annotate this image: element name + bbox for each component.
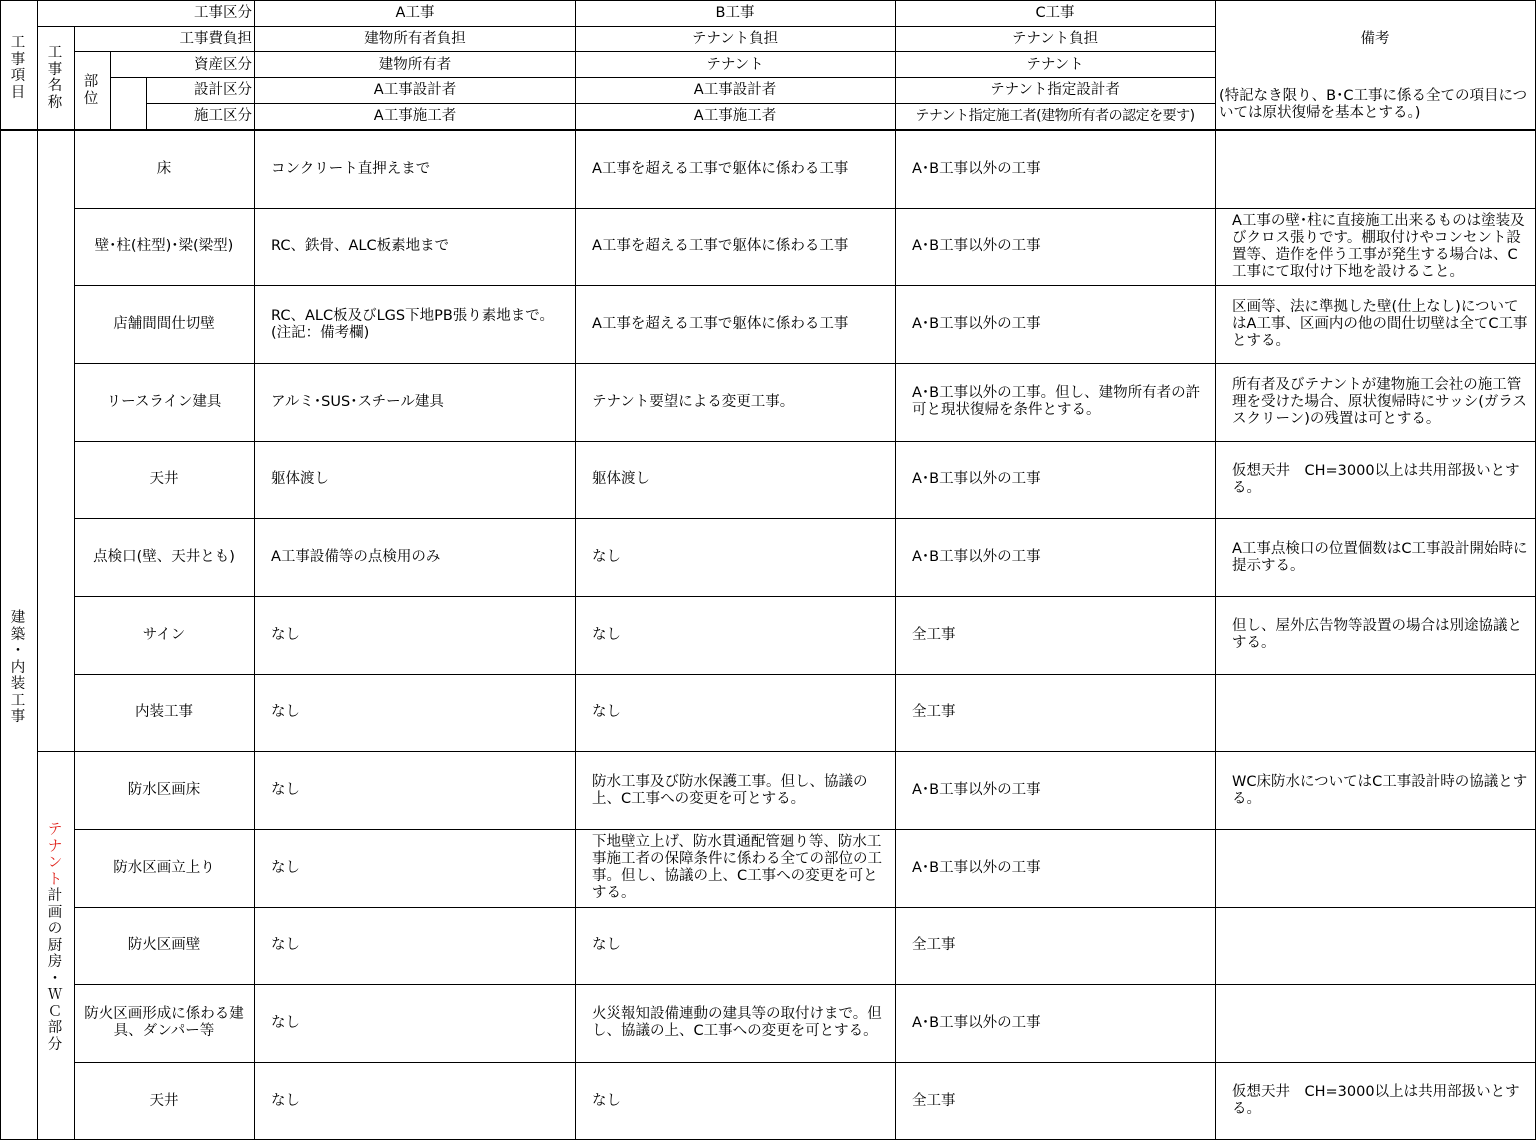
row-5-a-cell	[255, 442, 575, 519]
row-4-item-text: リースライン建具	[106, 393, 222, 410]
row-5-item-cell	[74, 442, 254, 519]
row-7-b-text: なし	[592, 626, 621, 643]
row-7-item-text: サイン	[142, 626, 186, 643]
row-1-c-text: A･B工事以外の工事	[912, 160, 1041, 177]
row-2-note-cell	[1216, 209, 1534, 286]
row-11-b-text: なし	[592, 937, 621, 954]
row-12-b-text: 火災報知設備連動の建具等の取付けまで。但し、協議の上、C工事への変更を可とする。	[592, 1006, 882, 1040]
row-5-note-cell	[1216, 442, 1534, 519]
row-12-a-text: なし	[271, 1014, 300, 1031]
row-9-a-text: なし	[271, 782, 300, 798]
label-koji-hi-futan: 工事費負担	[179, 31, 252, 47]
row-13-note-cell	[1216, 1063, 1534, 1140]
row-12-note-cell	[1216, 985, 1534, 1062]
row-2-b-cell	[575, 209, 895, 286]
row-8-item-text: 内装工事	[135, 704, 193, 721]
row-6-note-cell	[1216, 519, 1534, 596]
row-9-item-text: 防水区画床	[127, 782, 201, 798]
row-2-a-text: RC、鉄骨、ALC板素地まで	[271, 238, 450, 255]
row-5-a-text: 躯体渡し	[271, 471, 329, 488]
row-10-b-text: 下地壁立上げ、防水貫通配管廻り等、防水工事施工者の保障条件に係わる全ての部位の工事。但し、協議の上、C工事への変更を可とする。	[592, 834, 882, 902]
row-4-c-text: A･B工事以外の工事。但し、建物所有者の許可と現状復帰を条件とする。	[912, 385, 1201, 419]
grid-line	[0, 0, 1536, 1]
row-9-b-cell	[575, 752, 895, 829]
grid-line	[110, 77, 895, 78]
row-13-item-text: 天井	[149, 1092, 179, 1109]
row-8-b-text: なし	[592, 704, 621, 721]
row-13-c-text: 全工事	[912, 1092, 956, 1109]
row-5-b-cell	[575, 442, 895, 519]
row-6-b-text: なし	[592, 549, 621, 566]
row-9-c-text: A･B工事以外の工事	[912, 782, 1041, 798]
row-3-note-text: 区画等、法に準拠した壁(仕上なし)についてはA工事、区画内の他の間仕切壁は全てC工事とする。	[1232, 299, 1528, 350]
row-10-a-cell	[255, 830, 575, 907]
row-12-b-cell	[575, 985, 895, 1062]
row-3-item-cell	[74, 286, 254, 363]
row-1-item-text: 床	[156, 160, 172, 177]
row-2-a-cell	[255, 209, 575, 286]
row-7-item-cell	[74, 597, 254, 674]
row-8-c-text: 全工事	[912, 704, 956, 721]
label-koji-kubun: 工事区分	[194, 5, 252, 21]
row-9-note-cell	[1216, 752, 1534, 829]
row-4-a-cell	[255, 364, 575, 441]
group-kenchiku: 建 築 ・ 内 装 工 事	[10, 610, 26, 725]
row-13-b-cell	[575, 1063, 895, 1140]
header-b-koji: B工事	[715, 5, 755, 21]
row-7-c-text: 全工事	[912, 626, 956, 643]
row-1-a-cell	[255, 131, 575, 208]
header-biko-note: (特記なき限り、B･C工事に係る全ての項目については原状復帰を基本とする。)	[1219, 88, 1528, 121]
row-6-c-text: A･B工事以外の工事	[912, 549, 1041, 566]
header-b-futan: テナント負担	[691, 31, 779, 47]
header-b-seko: A工事施工者	[693, 108, 777, 124]
row-10-note-cell	[1216, 830, 1534, 907]
row-5-item-text: 天井	[149, 471, 179, 488]
header-a-shisan: 建物所有者	[378, 57, 452, 73]
group-tenant-red: テ ナ ン ト	[47, 822, 63, 888]
row-1-note-cell	[1216, 131, 1534, 208]
row-12-c-text: A･B工事以外の工事	[912, 1014, 1041, 1031]
row-6-item-text: 点検口(壁、天井とも)	[93, 549, 235, 566]
row-3-c-text: A･B工事以外の工事	[912, 316, 1041, 333]
row-7-c-cell	[895, 597, 1215, 674]
row-7-note-text: 但し、屋外広告物等設置の場合は別途協議とする。	[1232, 618, 1522, 652]
row-3-note-cell	[1216, 286, 1534, 363]
row-12-c-cell	[895, 985, 1215, 1062]
row-5-note-text: 仮想天井 CH=3000以上は共用部扱いとする。	[1232, 462, 1520, 496]
row-13-c-cell	[895, 1063, 1215, 1140]
row-7-a-cell	[255, 597, 575, 674]
row-9-b-text: 防水工事及び防水保護工事。但し、協議の上、C工事への変更を可とする。	[592, 773, 868, 807]
row-13-note-text: 仮想天井 CH=3000以上は共用部扱いとする。	[1232, 1084, 1520, 1118]
row-4-b-text: テナント要望による変更工事。	[592, 393, 795, 410]
row-11-item-text: 防火区画壁	[127, 937, 201, 954]
row-6-a-text: A工事設備等の点検用のみ	[271, 549, 441, 566]
header-c-futan: テナント負担	[1011, 31, 1099, 47]
row-2-b-text: A工事を超える工事で躯体に係わる工事	[592, 238, 849, 255]
grid-line	[146, 103, 895, 104]
row-3-b-text: A工事を超える工事で躯体に係わる工事	[592, 316, 849, 333]
header-b-sekkei: A工事設計者	[693, 82, 777, 98]
row-2-c-text: A･B工事以外の工事	[912, 238, 1041, 255]
row-2-c-cell	[895, 209, 1215, 286]
row-9-note-text: WC床防水についてはC工事設計時の協議とする。	[1232, 773, 1528, 807]
grid-line	[74, 51, 895, 52]
row-6-note-text: A工事点検口の位置個数はC工事設計開始時に提示する。	[1232, 540, 1528, 574]
row-3-a-text: RC、ALC板及びLGS下地PB張り素地まで。(注記：備考欄)	[271, 307, 555, 341]
row-5-c-text: A･B工事以外の工事	[912, 471, 1041, 488]
row-3-a-cell	[255, 286, 575, 363]
header-a-koji: A工事	[395, 5, 435, 21]
row-1-b-cell	[575, 131, 895, 208]
row-8-a-cell	[255, 675, 575, 752]
row-2-note-text: A工事の壁･柱に直接施工出来るものは塗装及びクロス張りです。棚取付けやコンセント設置等、造作を伴う工事が発生する場合は、C工事にて取付け下地を設けること。	[1232, 212, 1525, 280]
row-10-a-text: なし	[271, 859, 300, 876]
row-13-item-cell	[74, 1063, 254, 1140]
row-7-b-cell	[575, 597, 895, 674]
row-8-a-text: なし	[271, 704, 300, 721]
grid-line	[0, 0, 1, 1140]
header-a-seko: A工事施工者	[373, 108, 457, 124]
header-bui: 部 位	[83, 74, 99, 107]
row-11-item-cell	[74, 908, 254, 985]
row-8-item-cell	[74, 675, 254, 752]
row-10-c-cell	[895, 830, 1215, 907]
header-c-koji: C工事	[1035, 5, 1075, 21]
row-9-c-cell	[895, 752, 1215, 829]
row-11-a-cell	[255, 908, 575, 985]
row-6-item-cell	[74, 519, 254, 596]
row-6-a-cell	[255, 519, 575, 596]
grid-line	[895, 51, 1215, 52]
row-10-b-cell	[575, 830, 895, 907]
header-koji-meisho: 工 事 名 称	[47, 45, 63, 111]
row-8-b-cell	[575, 675, 895, 752]
header-a-sekkei: A工事設計者	[373, 82, 457, 98]
row-1-b-text: A工事を超える工事で躯体に係わる工事	[592, 160, 849, 177]
row-4-note-text: 所有者及びテナントが建物施工会社の施工管理を受けた場合、原状復帰時にサッシ(ガラススクリーン)の残置は可とする。	[1232, 376, 1527, 427]
row-6-c-cell	[895, 519, 1215, 596]
row-11-b-cell	[575, 908, 895, 985]
row-1-item-cell	[74, 131, 254, 208]
row-7-note-cell	[1216, 597, 1534, 674]
header-biko: 備考	[1360, 31, 1390, 47]
row-6-b-cell	[575, 519, 895, 596]
row-10-c-text: A･B工事以外の工事	[912, 859, 1041, 876]
grid-line	[895, 103, 1215, 104]
row-11-c-cell	[895, 908, 1215, 985]
row-4-note-cell	[1216, 364, 1534, 441]
label-shisan-kubun: 資産区分	[194, 57, 252, 73]
grid-line	[895, 77, 1215, 78]
label-seko-kubun: 施工区分	[194, 108, 252, 124]
header-c-shisan: テナント	[1026, 57, 1084, 73]
row-9-item-cell	[74, 752, 254, 829]
row-11-c-text: 全工事	[912, 937, 956, 954]
row-11-note-cell	[1216, 908, 1534, 985]
row-11-a-text: なし	[271, 937, 300, 954]
row-9-a-cell	[255, 752, 575, 829]
header-b-shisan: テナント	[706, 57, 764, 73]
row-3-c-cell	[895, 286, 1215, 363]
row-13-a-text: なし	[271, 1092, 300, 1109]
header-koji-koumoku: 工 事 項 目	[10, 35, 26, 101]
row-13-a-cell	[255, 1063, 575, 1140]
row-8-c-cell	[895, 675, 1215, 752]
group-tenant-kitchen-wc	[45, 822, 65, 1053]
row-12-a-cell	[255, 985, 575, 1062]
label-sekkei-kubun: 設計区分	[194, 82, 252, 98]
row-3-item-text: 店舗間間仕切壁	[113, 316, 215, 333]
row-3-b-cell	[575, 286, 895, 363]
row-8-note-cell	[1216, 675, 1534, 752]
row-4-a-text: アルミ･SUS･スチール建具	[271, 393, 444, 410]
row-10-item-cell	[74, 830, 254, 907]
group-tenant-rest: 計 画 の 厨 房 ・ Ｗ Ｃ 部 分	[47, 888, 63, 1053]
row-4-item-cell	[74, 364, 254, 441]
row-5-b-text: 躯体渡し	[592, 471, 650, 488]
row-2-item-cell	[74, 209, 254, 286]
row-12-item-text: 防火区画形成に係わる建具、ダンパー等	[84, 1006, 244, 1040]
grid-line	[37, 26, 1215, 27]
row-10-item-text: 防水区画立上り	[113, 859, 215, 876]
grid-line	[37, 0, 38, 1139]
row-1-c-cell	[895, 131, 1215, 208]
row-4-b-cell	[575, 364, 895, 441]
header-c-sekkei: テナント指定設計者	[990, 82, 1120, 98]
row-1-a-text: コンクリート直押えまで	[271, 160, 431, 177]
row-4-c-cell	[895, 364, 1215, 441]
header-a-futan: 建物所有者負担	[364, 31, 466, 47]
row-12-item-cell	[74, 985, 254, 1062]
row-5-c-cell	[895, 442, 1215, 519]
row-13-b-text: なし	[592, 1092, 621, 1109]
row-2-item-text: 壁･柱(柱型)･梁(梁型)	[94, 238, 234, 255]
row-7-a-text: なし	[271, 626, 300, 643]
header-c-seko: テナント指定施工者(建物所有者の認定を要す)	[915, 108, 1195, 124]
